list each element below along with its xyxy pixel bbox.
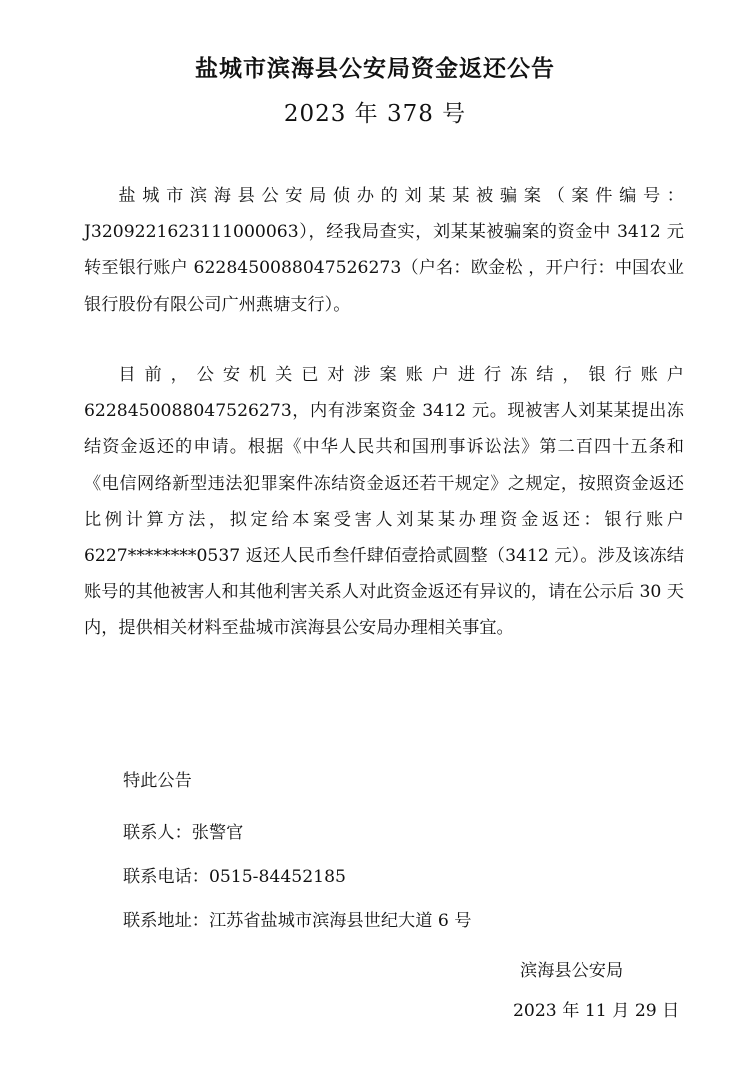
paragraph-refund-notice: 目前，公安机关已对涉案账户进行冻结，银行账户 6228450088047526273，内有涉案资金 3412 元。现被害人刘某某提出冻结资金返还的申请。根据《中华人民共和国刑事诉讼法》第二百四十五条和《电信网络新型违法犯罪案件冻结资金返还若干规定》之规定，按照资金返还比例计算方法，拟定给本案受害人刘某某办理资金返还：银行账户 6227********0537 返还人民币叁仟肆佰壹拾贰圆整（3412 元）。涉及该冻结账号的其他被害人和其他利害关系人对此资金返还有异议的，请在公示后 30 天内，提供相关材料至盐城市滨海县公安局办理相关事宜。: [84, 365, 684, 639]
paragraph-case-details: 盐城市滨海县公安局侦办的刘某某被骗案（案件编号：J3209221623111000063），经我局查实，刘某某被骗案的资金中 3412 元转至银行账户 6228450088047526273（户名：欧金松 ，开户行：中国农业银行股份有限公司广州燕塘支行）。: [84, 186, 684, 315]
contact-address: 联系地址：江苏省盐城市滨海县世纪大道 6 号: [123, 911, 472, 931]
contact-phone: 联系电话：0515-84452185: [123, 867, 346, 887]
issue-date: 2023 年 11 月 29 日: [513, 1001, 680, 1021]
issuer-name: 滨海县公安局: [520, 961, 624, 981]
document-number: 2023 年 378 号: [283, 101, 467, 127]
document-title: 盐城市滨海县公安局资金返还公告: [195, 55, 555, 82]
notice-closing: 特此公告: [123, 771, 192, 791]
contact-person: 联系人：张警官: [123, 823, 244, 843]
